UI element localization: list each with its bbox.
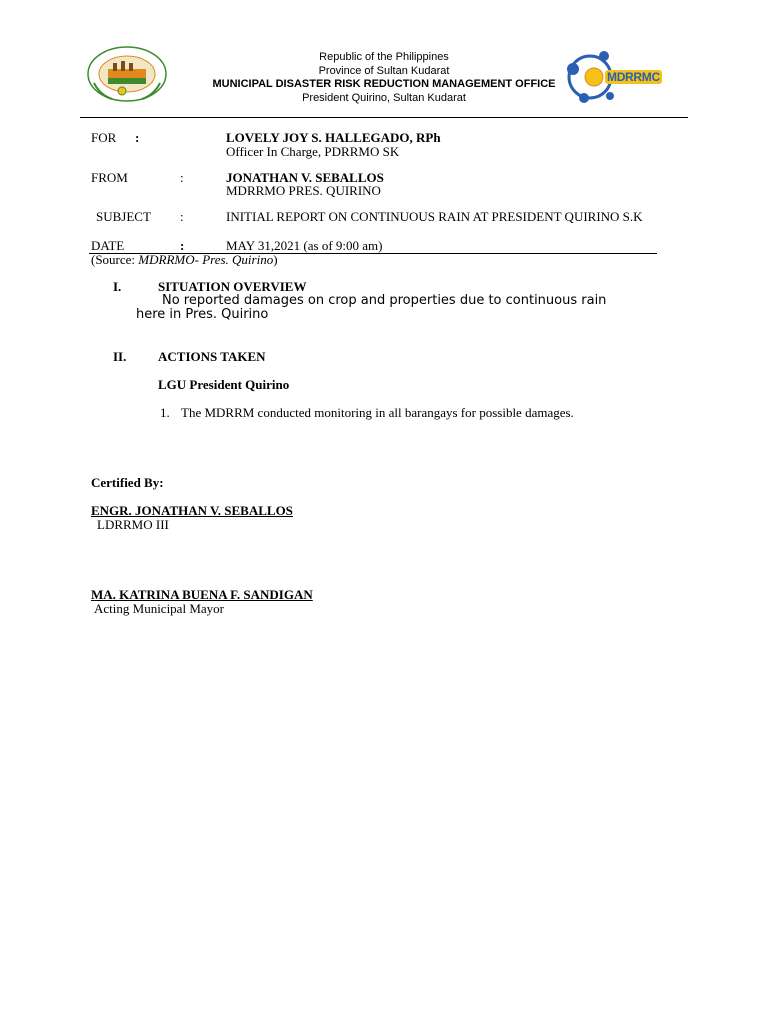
section-2-number: II.	[113, 349, 127, 364]
municipal-seal	[86, 45, 168, 103]
for-title: Officer In Charge, PDRRMO SK	[226, 144, 400, 159]
date-label: DATE	[91, 238, 125, 253]
certified-by-label: Certified By:	[91, 475, 164, 490]
municipal-seal-graphic	[86, 45, 168, 103]
from-name: JONATHAN V. SEBALLOS	[226, 170, 384, 185]
letterhead-line-republic: Republic of the Philippines	[319, 51, 449, 63]
from-label: FROM	[91, 170, 128, 185]
header-divider	[80, 117, 688, 118]
source-suffix: )	[273, 252, 278, 267]
subject-value: INITIAL REPORT ON CONTINUOUS RAIN AT PRESIDENT QUIRINO S.K	[226, 209, 643, 224]
signatory-1-title: LDRRMO III	[97, 517, 169, 532]
source-line	[91, 252, 278, 268]
for-colon: :	[135, 130, 140, 145]
signatory-2-name: MA. KATRINA BUENA F. SANDIGAN	[91, 587, 313, 602]
letterhead-line-office: MUNICIPAL DISASTER RISK REDUCTION MANAGEMENT OFFICE	[212, 78, 556, 90]
from-colon: :	[180, 170, 184, 185]
date-value: MAY 31,2021 (as of 9:00 am)	[226, 238, 383, 253]
source-prefix: (Source:	[91, 252, 139, 267]
section-2-item-number: 1.	[160, 405, 170, 420]
section-1-text-line2: here in Pres. Quirino	[136, 307, 269, 322]
section-2-title: ACTIONS TAKEN	[158, 349, 266, 364]
letterhead-line-province: Province of Sultan Kudarat	[318, 64, 450, 77]
date-colon: :	[180, 238, 185, 253]
subject-label: SUBJECT	[96, 209, 151, 224]
source-name: MDRRMO- Pres. Quirino	[138, 252, 274, 267]
section-2-subheading: LGU President Quirino	[158, 377, 290, 392]
section-1-title: SITUATION OVERVIEW	[158, 279, 307, 294]
mdrrmc-logo-text: MDRRMC	[607, 70, 660, 84]
letterhead	[160, 51, 608, 105]
from-title: MDRRMO PRES. QUIRINO	[226, 183, 381, 198]
section-2-item-text: The MDRRM conducted monitoring in all barangays for possible damages.	[181, 405, 574, 420]
letterhead-line-municipality: President Quirino, Sultan Kudarat	[302, 91, 466, 104]
for-name: LOVELY JOY S. HALLEGADO, RPh	[226, 130, 441, 145]
signatory-2-title: Acting Municipal Mayor	[94, 601, 224, 616]
subject-colon: :	[180, 209, 184, 224]
section-1-number: I.	[113, 279, 122, 294]
signatory-1-name: ENGR. JONATHAN V. SEBALLOS	[91, 503, 293, 518]
for-label: FOR	[91, 130, 117, 145]
section-1-text-line1: No reported damages on crop and properties due to continuous rain	[162, 293, 607, 308]
